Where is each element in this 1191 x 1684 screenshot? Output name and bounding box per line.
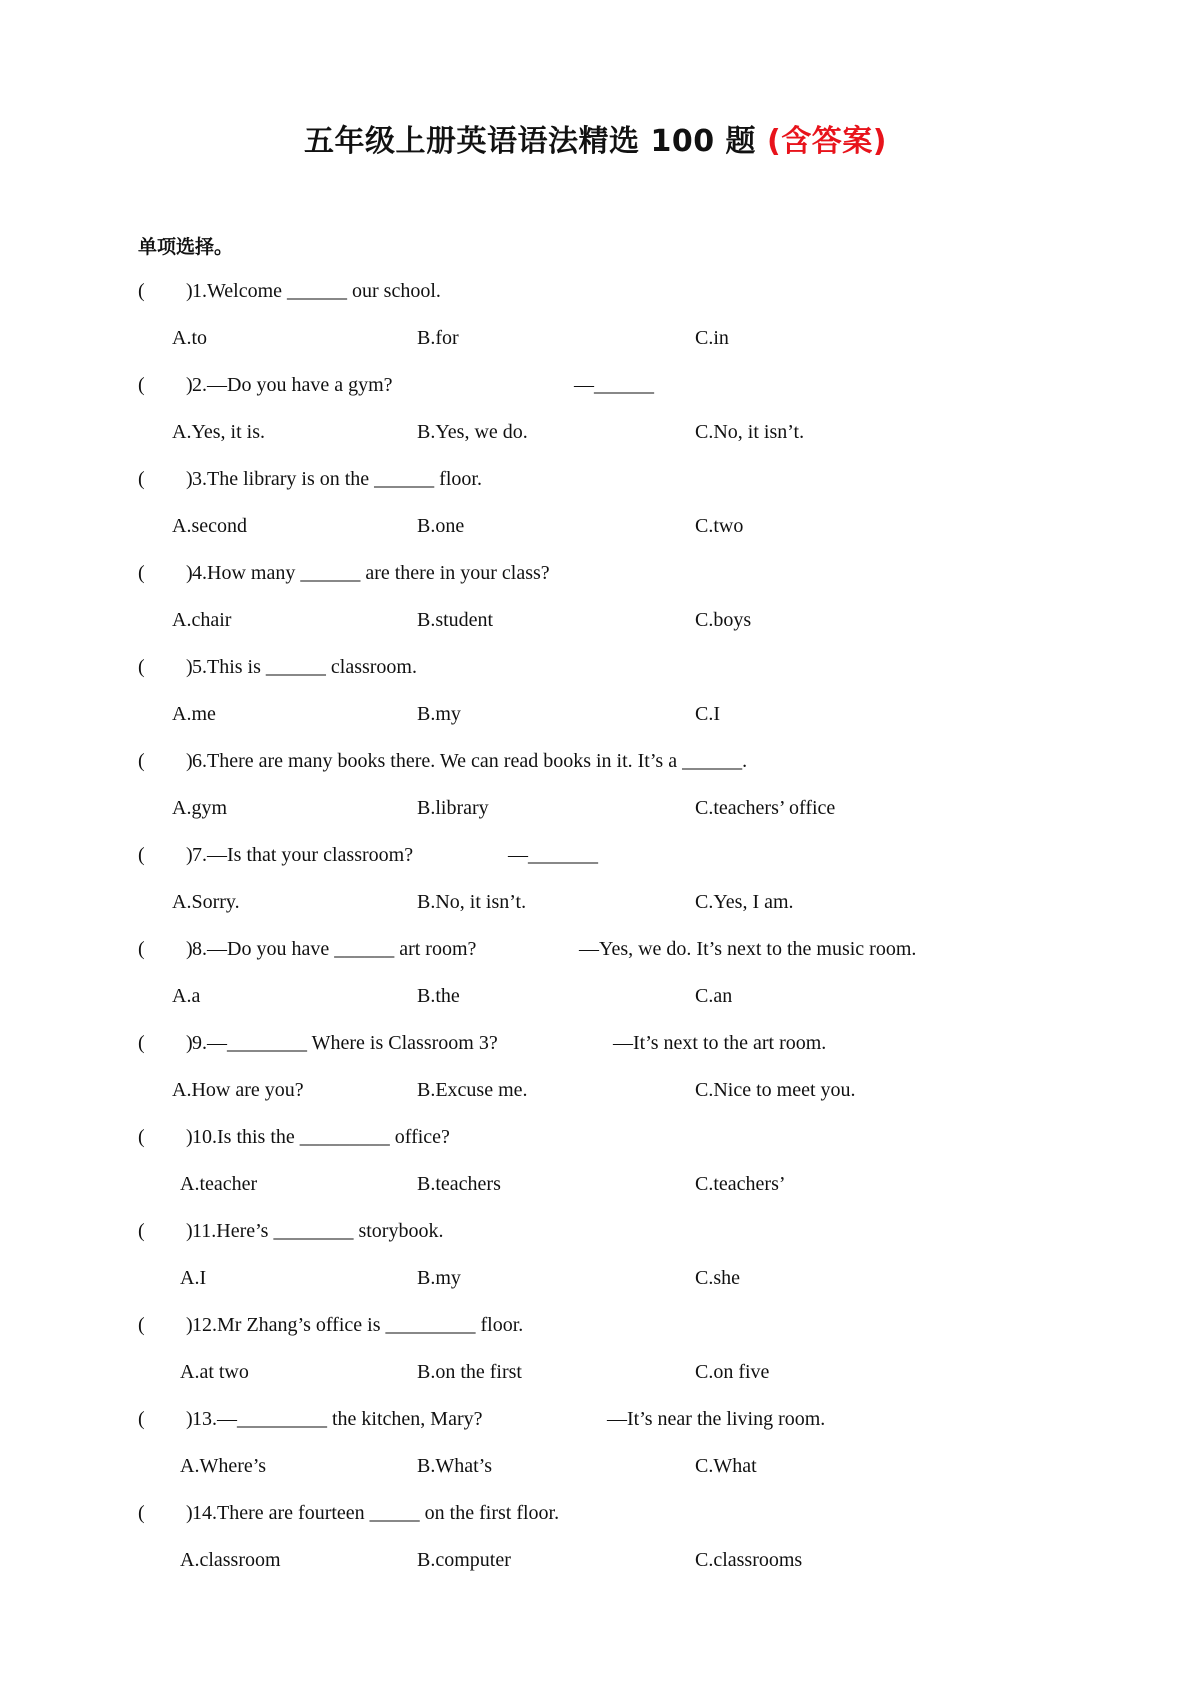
option-b: B.library — [417, 797, 489, 819]
question-text: 14.There are fourteen _____ on the first floor. — [192, 1502, 560, 1524]
answer-blank-open: ( — [138, 374, 145, 396]
options-row — [0, 794, 1191, 841]
question-row — [0, 1499, 1191, 1546]
question-reply: —It’s near the living room. — [607, 1408, 826, 1430]
option-a: A.gym — [172, 797, 227, 819]
option-a: A.Where’s — [180, 1455, 267, 1477]
question-number: 9 — [192, 1032, 202, 1054]
option-c: C.What — [695, 1455, 757, 1477]
answer-blank-open: ( — [138, 1314, 145, 1336]
question-row — [0, 1405, 1191, 1452]
question-number: 7 — [192, 844, 202, 866]
options-row — [0, 700, 1191, 747]
option-b: B.What’s — [417, 1455, 492, 1477]
question-row — [0, 1029, 1191, 1076]
answer-blank-close: ) — [186, 938, 193, 960]
question-row — [0, 465, 1191, 512]
option-b: B.teachers — [417, 1173, 501, 1195]
question-row — [0, 1217, 1191, 1264]
answer-blank-close: ) — [186, 374, 193, 396]
option-c: C.an — [695, 985, 733, 1007]
option-c: C.teachers’ office — [695, 797, 836, 819]
question-body: Welcome ______ our school. — [207, 280, 441, 302]
option-a: A.I — [180, 1267, 207, 1289]
answer-blank-open: ( — [138, 468, 145, 490]
options-row — [0, 982, 1191, 1029]
section-heading: 单项选择。 — [138, 236, 234, 258]
option-c: C.boys — [695, 609, 752, 631]
question-body: —Do you have a gym? — [207, 374, 393, 396]
question-body: This is ______ classroom. — [207, 656, 417, 678]
answer-blank-open: ( — [138, 1220, 145, 1242]
option-b: B.on the first — [417, 1361, 522, 1383]
option-a: A.at two — [180, 1361, 249, 1383]
option-c: C.classrooms — [695, 1549, 803, 1571]
option-c: C.on five — [695, 1361, 770, 1383]
question-text: 10.Is this the _________ office? — [192, 1126, 450, 1148]
options-row — [0, 606, 1191, 653]
option-b: B.my — [417, 703, 461, 725]
question-reply: —_______ — [508, 844, 598, 866]
title-answer-tag: (含答案) — [767, 124, 887, 159]
question-row — [0, 841, 1191, 888]
options-row — [0, 1264, 1191, 1311]
options-row — [0, 418, 1191, 465]
option-c: C.in — [695, 327, 729, 349]
question-number: 12 — [192, 1314, 212, 1336]
question-text: 13.—_________ the kitchen, Mary? — [192, 1408, 483, 1430]
question-text: 2.—Do you have a gym? — [192, 374, 393, 396]
option-a: A.How are you? — [172, 1079, 304, 1101]
answer-blank-close: ) — [186, 750, 193, 772]
question-body: The library is on the ______ floor. — [207, 468, 482, 490]
question-body: —Is that your classroom? — [207, 844, 414, 866]
question-row — [0, 1123, 1191, 1170]
option-c: C.I — [695, 703, 720, 725]
option-c: C.she — [695, 1267, 740, 1289]
answer-blank-close: ) — [186, 1502, 193, 1524]
question-number: 13 — [192, 1408, 212, 1430]
answer-blank-close: ) — [186, 468, 193, 490]
options-row — [0, 1076, 1191, 1123]
answer-blank-open: ( — [138, 656, 145, 678]
question-body: —_________ the kitchen, Mary? — [217, 1408, 483, 1430]
answer-blank-open: ( — [138, 562, 145, 584]
question-row — [0, 559, 1191, 606]
question-body: How many ______ are there in your class? — [207, 562, 550, 584]
question-reply: —Yes, we do. It’s next to the music room. — [579, 938, 917, 960]
option-b: B.Excuse me. — [417, 1079, 528, 1101]
answer-blank-close: ) — [186, 562, 193, 584]
question-row — [0, 747, 1191, 794]
answer-blank-open: ( — [138, 1502, 145, 1524]
options-row — [0, 1452, 1191, 1499]
option-b: B.for — [417, 327, 459, 349]
option-b: B.Yes, we do. — [417, 421, 528, 443]
options-row — [0, 512, 1191, 559]
question-text: 8.—Do you have ______ art room? — [192, 938, 477, 960]
question-body: —Do you have ______ art room? — [207, 938, 477, 960]
option-a: A.Sorry. — [172, 891, 240, 913]
question-body: Here’s ________ storybook. — [216, 1220, 444, 1242]
question-reply: —It’s next to the art room. — [613, 1032, 827, 1054]
options-row — [0, 1170, 1191, 1217]
answer-blank-open: ( — [138, 1126, 145, 1148]
question-number: 3 — [192, 468, 202, 490]
option-c: C.No, it isn’t. — [695, 421, 805, 443]
answer-blank-open: ( — [138, 280, 145, 302]
question-number: 14 — [192, 1502, 212, 1524]
options-row — [0, 888, 1191, 935]
question-number: 5 — [192, 656, 202, 678]
answer-blank-close: ) — [186, 1314, 193, 1336]
question-number: 1 — [192, 280, 202, 302]
option-b: B.my — [417, 1267, 461, 1289]
title-main: 五年级上册英语语法精选 100 题 — [304, 124, 768, 159]
question-text: 3.The library is on the ______ floor. — [192, 468, 482, 490]
option-a: A.second — [172, 515, 247, 537]
option-b: B.computer — [417, 1549, 511, 1571]
page-title — [0, 122, 1191, 162]
option-a: A.chair — [172, 609, 232, 631]
answer-blank-open: ( — [138, 1408, 145, 1430]
question-row — [0, 1311, 1191, 1358]
option-b: B.the — [417, 985, 460, 1007]
answer-blank-close: ) — [186, 280, 193, 302]
option-c: C.teachers’ — [695, 1173, 786, 1195]
answer-blank-close: ) — [186, 1126, 193, 1148]
question-text: 11.Here’s ________ storybook. — [192, 1220, 444, 1242]
question-text: 6.There are many books there. We can read books in it. It’s a ______. — [192, 750, 748, 772]
question-text: 9.—________ Where is Classroom 3? — [192, 1032, 498, 1054]
answer-blank-close: ) — [186, 844, 193, 866]
question-row — [0, 653, 1191, 700]
question-list — [0, 277, 1191, 1593]
option-a: A.me — [172, 703, 216, 725]
question-row — [0, 371, 1191, 418]
question-number: 2 — [192, 374, 202, 396]
question-body: There are fourteen _____ on the first floor. — [217, 1502, 560, 1524]
options-row — [0, 324, 1191, 371]
question-number: 8 — [192, 938, 202, 960]
question-text: 12.Mr Zhang’s office is _________ floor. — [192, 1314, 524, 1336]
question-row — [0, 277, 1191, 324]
option-a: A.classroom — [180, 1549, 281, 1571]
option-b: B.No, it isn’t. — [417, 891, 527, 913]
question-body: —________ Where is Classroom 3? — [207, 1032, 498, 1054]
question-number: 10 — [192, 1126, 212, 1148]
question-text: 7.—Is that your classroom? — [192, 844, 414, 866]
options-row — [0, 1358, 1191, 1405]
question-number: 11 — [192, 1220, 212, 1242]
question-row — [0, 935, 1191, 982]
options-row — [0, 1546, 1191, 1593]
question-number: 6 — [192, 750, 202, 772]
option-c: C.Nice to meet you. — [695, 1079, 856, 1101]
question-body: There are many books there. We can read books in it. It’s a ______. — [207, 750, 748, 772]
answer-blank-close: ) — [186, 1408, 193, 1430]
question-body: Mr Zhang’s office is _________ floor. — [217, 1314, 524, 1336]
question-text: 1.Welcome ______ our school. — [192, 280, 441, 302]
option-a: A.Yes, it is. — [172, 421, 265, 443]
option-b: B.student — [417, 609, 494, 631]
answer-blank-close: ) — [186, 1220, 193, 1242]
question-number: 4 — [192, 562, 202, 584]
answer-blank-open: ( — [138, 750, 145, 772]
answer-blank-open: ( — [138, 844, 145, 866]
option-a: A.a — [172, 985, 201, 1007]
question-body: Is this the _________ office? — [217, 1126, 450, 1148]
question-text: 4.How many ______ are there in your class? — [192, 562, 550, 584]
answer-blank-open: ( — [138, 1032, 145, 1054]
option-a: A.teacher — [180, 1173, 258, 1195]
option-c: C.Yes, I am. — [695, 891, 794, 913]
answer-blank-close: ) — [186, 1032, 193, 1054]
option-b: B.one — [417, 515, 465, 537]
option-a: A.to — [172, 327, 207, 349]
question-text: 5.This is ______ classroom. — [192, 656, 417, 678]
answer-blank-open: ( — [138, 938, 145, 960]
question-reply: —______ — [574, 374, 654, 396]
option-c: C.two — [695, 515, 744, 537]
answer-blank-close: ) — [186, 656, 193, 678]
